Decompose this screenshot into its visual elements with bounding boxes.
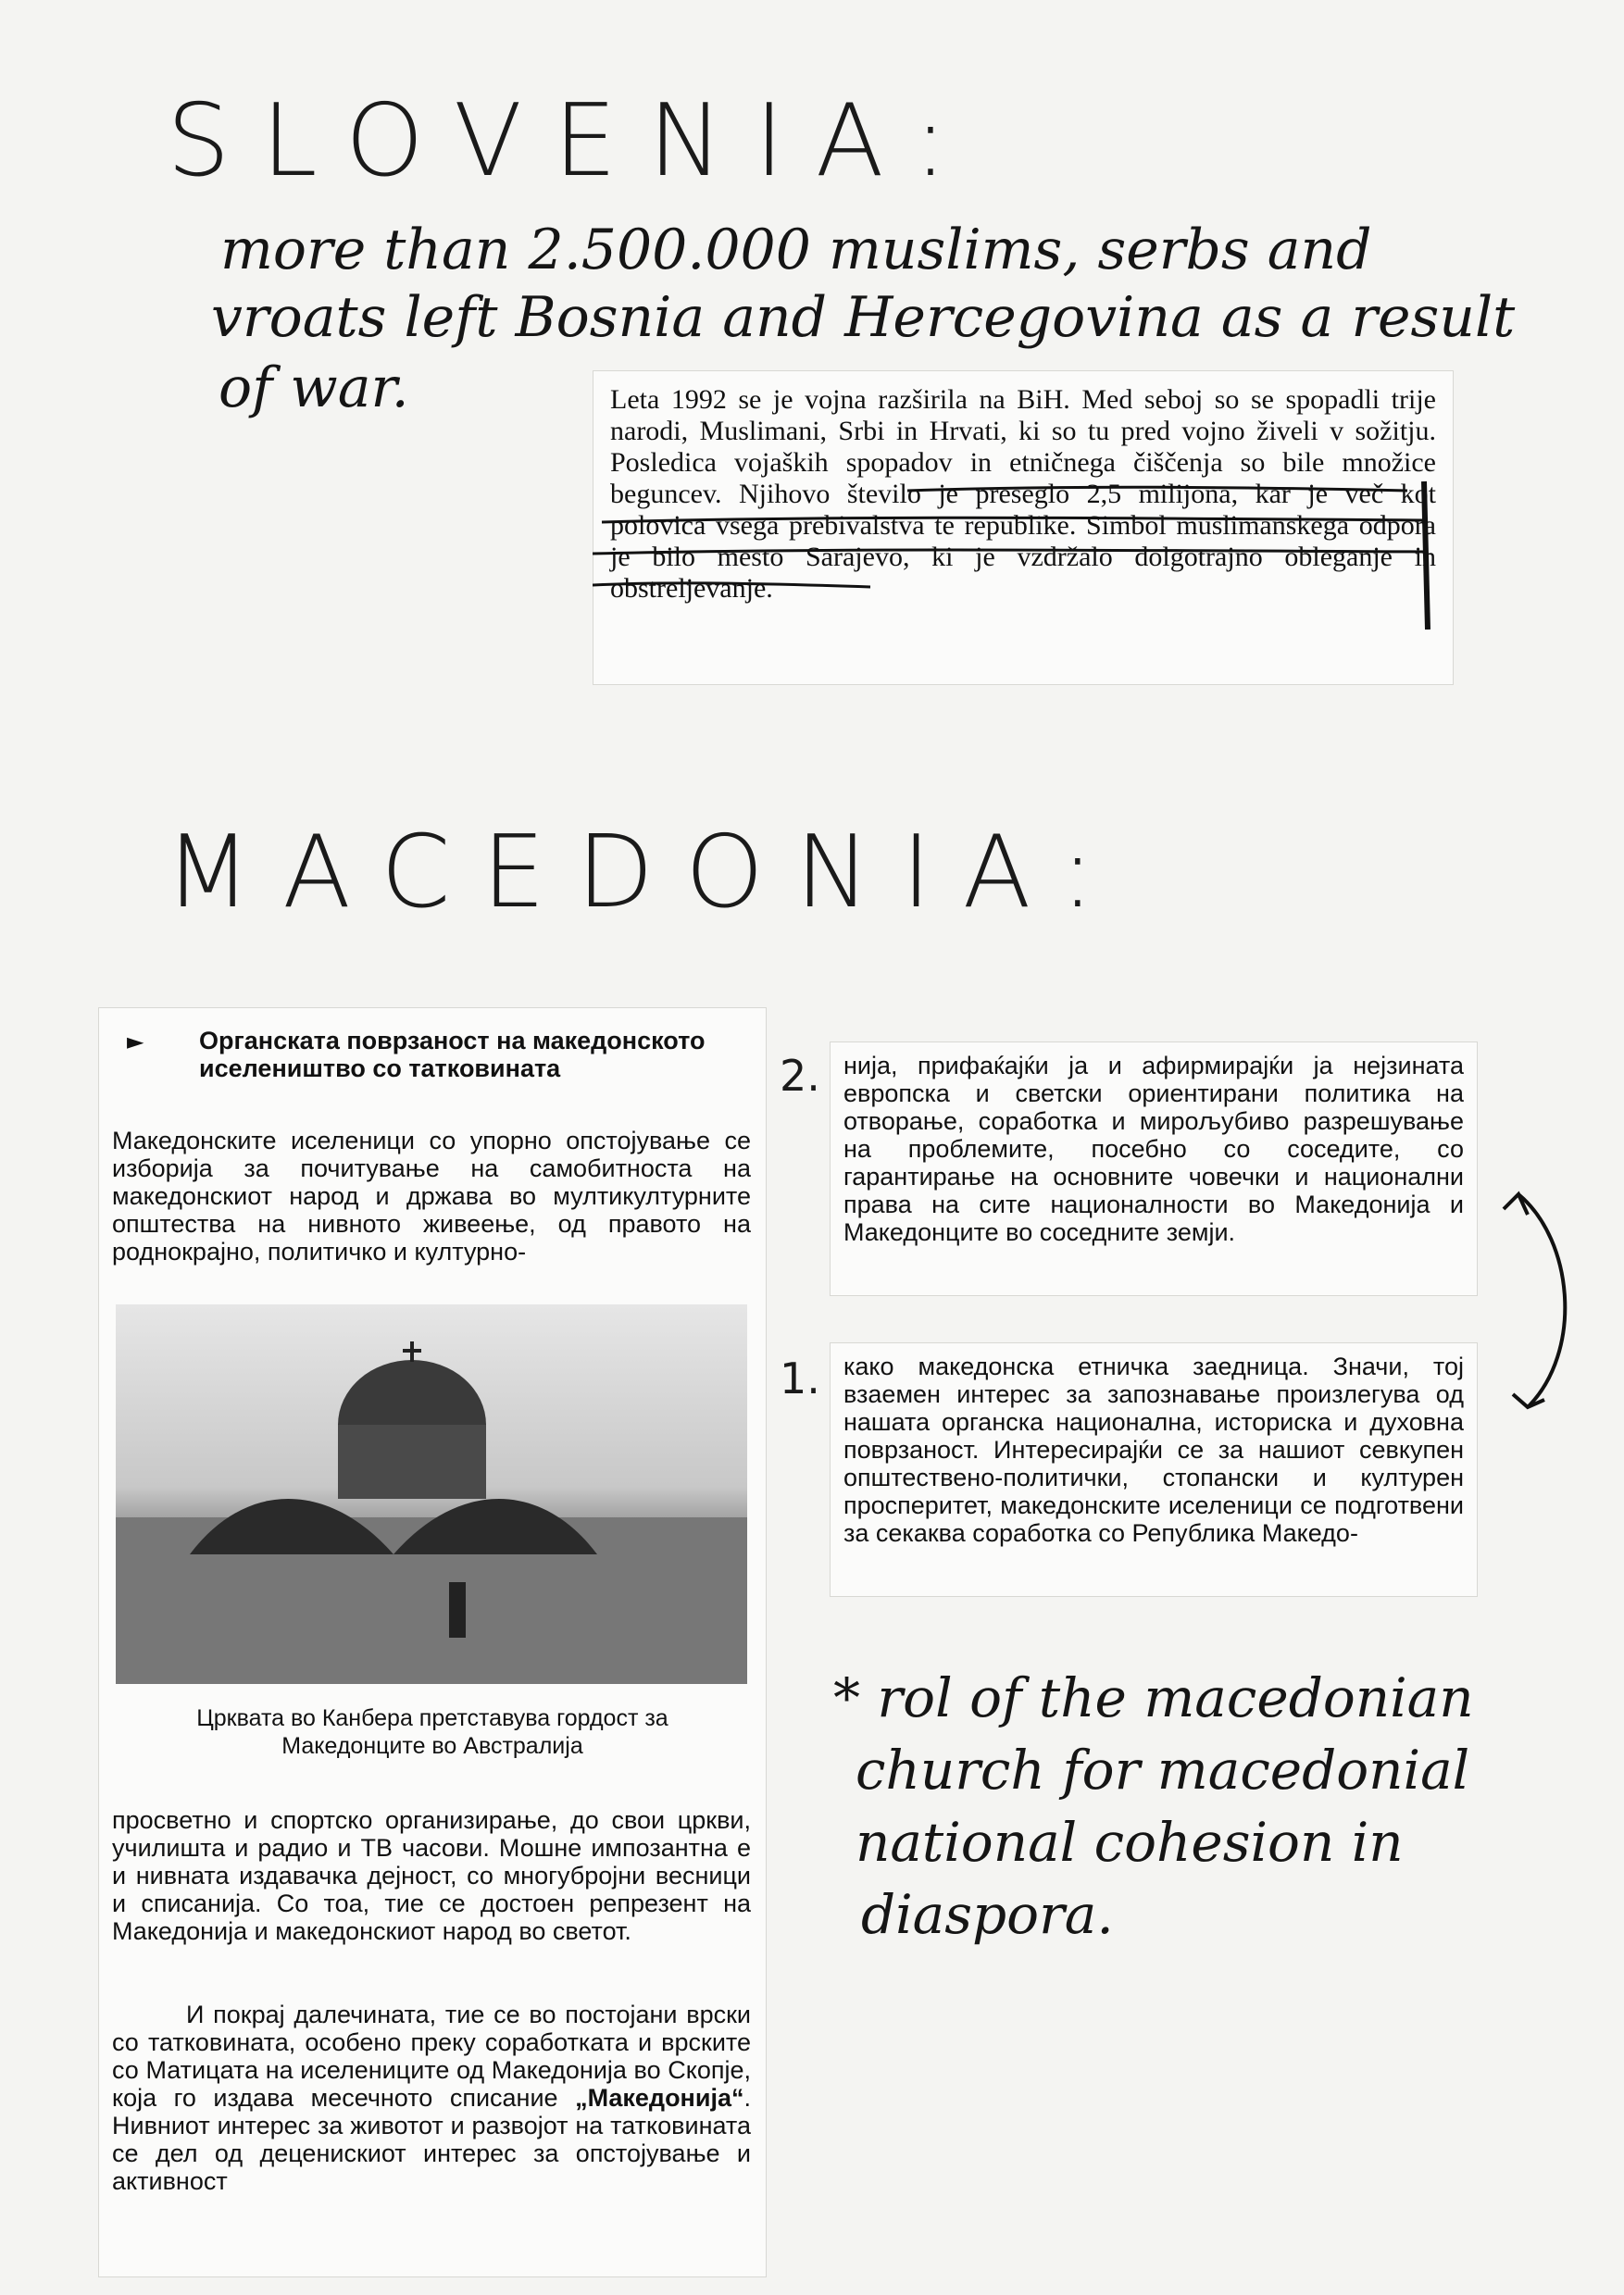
order-number-1: 1. [780, 1353, 820, 1403]
macedonia-note-line4: diaspora. [861, 1883, 1114, 1946]
macedonia-clipping-main [98, 1007, 767, 2277]
slovenia-note-line2: vroats left Bosnia and Hercegovina as a result [211, 285, 1516, 350]
part-1-text: како македонска етничка заедница. Значи, тој взаемен интерес за запознавање произлегува од нашата органска национална, историска и духовна поврзаност. Интересирајќи се за нашиот севкупен општествено-политички, стопански и културен просперитет, македонските иселеници се подготвени за секаква соработка со Република Македо- [843, 1353, 1464, 1547]
pen-underline-strokes [593, 463, 1444, 630]
slovenia-note-line3: of war. [219, 355, 409, 420]
double-arrow-icon [1500, 1185, 1593, 1426]
slovenia-note-line1: more than 2.500.000 muslims, serbs and [220, 218, 1372, 282]
macedonia-heading: Органската поврзаност на македонското иселеништво со татковината [199, 1027, 706, 1082]
macedonia-title: MACEDONIA: [165, 815, 1126, 930]
paragraph-3-end: . Нивниот интерес за животот и развојот на татковината се дел од деценискиот интерес за опстојување и активност [112, 2084, 751, 2195]
macedonia-paragraph-2: просветно и спортско организирање, до свои цркви, училишта и радио и ТВ часови. Мошне импозантна е и нивната издавачка дејност, со многубројни весници и списанија. Со тоа, тие се достоен репрезент на Македонија и македонскиот народ во светот. [112, 1806, 751, 1945]
part-2-text: нија, прифаќајќи ја и афирмирајќи ја нејзината европска и светски ориентирани политика на отворање, соработка и мирољубиво разрешување на проблемите, посебно со соседите, со гарантирање на основните човечки и национални права на сите националности во Македонија и Македонците во соседните земји. [843, 1052, 1464, 1246]
macedonia-clipping-part-1 [830, 1342, 1478, 1597]
church-illustration [116, 1304, 747, 1684]
bullet-icon: ► [127, 1029, 144, 1054]
macedonia-note-line3: national cohesion in [856, 1811, 1404, 1874]
slovenia-clipping-text: Leta 1992 se je vojna razširila na BiH. Med seboj so se spopadli trije narodi, Muslimani, Srbi in Hrvati, ki so tu pred vojno živeli v sožitju. Posledica vojaških spopadov in etničnega čiščenja so bile množice beguncev. Njihovo število je preseglo 2,5 milijona, kar je več kot polovica vsega prebivalstva te republike. Simbol muslimanskega odpora je bilo mesto Sarajevo, ki je vzdržalo dolgotrajno obleganje in obstreljevanje. [610, 384, 1436, 604]
macedonia-paragraph-1: Македонските иселеници со упорно опстојување се изборија за почитување на самобитноста на македонскиот народ и држава во мултикултурните општества на нивното живеење, од правото на роднокрајно, политичко и културно- [112, 1127, 751, 1266]
church-photo [116, 1304, 747, 1684]
macedonia-note-line2: church for macedonial [856, 1739, 1470, 1802]
magazine-title: „Македонија“ [575, 2084, 744, 2112]
macedonia-clipping-part-2 [830, 1041, 1478, 1296]
macedonia-note-line1: * rol of the macedonian [833, 1666, 1474, 1729]
slovenia-title: SLOVENIA: [167, 83, 980, 199]
order-number-2: 2. [780, 1051, 820, 1101]
macedonia-paragraph-3 [112, 2001, 751, 2195]
paragraph-3-start: И покрај далечината, тие се во постојани врски со татковината, особено преку соработката и врските со Матицата на иселениците од Македонија во Скопје, која го издава месечното списание [112, 2001, 751, 2112]
photo-caption: Црквата во Канбера претставува гордост за Македонците во Австралија [196, 1705, 668, 1759]
